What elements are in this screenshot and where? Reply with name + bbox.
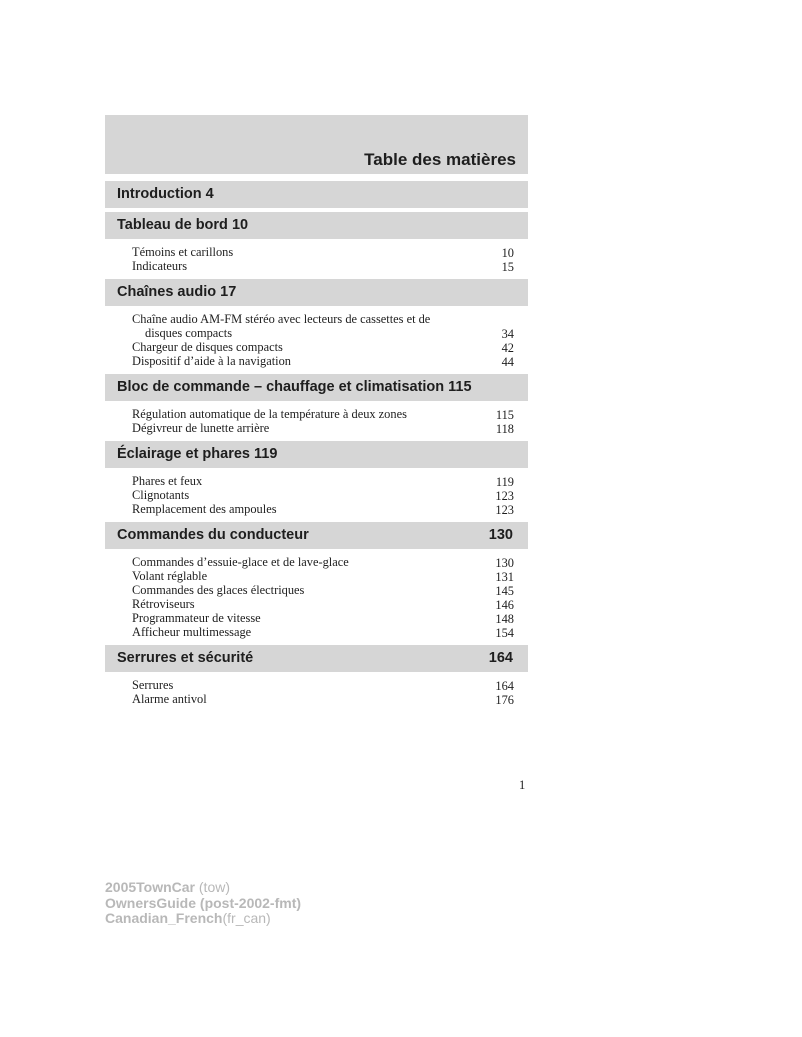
footer-line-2 bbox=[105, 896, 301, 912]
entry-title bbox=[132, 422, 492, 436]
section-title: Tableau de bord 10 bbox=[117, 217, 249, 233]
entry-page: 42 bbox=[501, 340, 514, 355]
toc-entry[interactable] bbox=[105, 503, 528, 517]
entry-page: 118 bbox=[495, 421, 514, 436]
entry-title bbox=[132, 679, 492, 693]
toc-entry[interactable] bbox=[105, 246, 528, 260]
section-heading[interactable] bbox=[105, 279, 528, 306]
section-heading[interactable] bbox=[105, 374, 528, 401]
section-title: Éclairage et phares 119 bbox=[117, 446, 278, 462]
entry-title-text: Commandes des glaces électriques bbox=[132, 583, 305, 597]
entry-title-text: Rétroviseurs bbox=[132, 597, 195, 611]
table-of-contents bbox=[105, 181, 528, 712]
toc-entry[interactable] bbox=[105, 260, 528, 274]
entry-title-text: Dispositif d’aide à la navigation bbox=[132, 354, 291, 368]
section-heading[interactable] bbox=[105, 441, 528, 468]
entry-title bbox=[132, 503, 492, 517]
section-title: Commandes du conducteur bbox=[117, 527, 309, 543]
entry-title bbox=[132, 313, 492, 340]
footer-guide: OwnersGuide (post-2002-fmt) bbox=[105, 894, 302, 911]
entry-title-text: Témoins et carillons bbox=[132, 245, 234, 259]
toc-entry[interactable] bbox=[105, 584, 528, 598]
entry-page: 10 bbox=[501, 245, 514, 260]
section-heading[interactable] bbox=[105, 522, 528, 549]
toc-entry[interactable] bbox=[105, 422, 528, 436]
entry-page: 154 bbox=[495, 625, 514, 640]
entry-title bbox=[132, 612, 492, 626]
section-heading[interactable] bbox=[105, 181, 528, 208]
entry-title-text: Régulation automatique de la température à deux zones bbox=[132, 407, 407, 421]
entry-page: 130 bbox=[495, 555, 514, 570]
entry-title-text: Programmateur de vitesse bbox=[132, 611, 261, 625]
toc-entry[interactable] bbox=[105, 570, 528, 584]
toc-entry[interactable] bbox=[105, 408, 528, 422]
section-entries bbox=[105, 556, 528, 640]
entry-page: 176 bbox=[495, 692, 514, 707]
entry-page: 146 bbox=[495, 597, 514, 612]
footer-language: Canadian_French bbox=[105, 910, 223, 926]
entry-page: 15 bbox=[501, 259, 514, 274]
entry-title-text: Afficheur multimessage bbox=[132, 625, 252, 639]
entry-title-text: Clignotants bbox=[132, 488, 190, 502]
entry-page: 123 bbox=[495, 488, 514, 503]
toc-entry[interactable] bbox=[105, 355, 528, 369]
toc-entry[interactable] bbox=[105, 679, 528, 693]
entry-page: 145 bbox=[495, 583, 514, 598]
footer-line-1 bbox=[105, 880, 301, 896]
entry-page: 123 bbox=[495, 502, 514, 517]
entry-page: 131 bbox=[495, 569, 514, 584]
section-entries bbox=[105, 475, 528, 517]
toc-entry[interactable] bbox=[105, 693, 528, 707]
section-page: 164 bbox=[488, 650, 513, 666]
entry-title-text: Dégivreur de lunette arrière bbox=[132, 421, 270, 435]
toc-entry[interactable] bbox=[105, 341, 528, 355]
entry-title-text: Chaîne audio AM-FM stéréo avec lecteurs de cassettes et de bbox=[132, 312, 431, 326]
entry-page: 119 bbox=[495, 474, 514, 489]
section-entries bbox=[105, 679, 528, 707]
entry-title bbox=[132, 260, 492, 274]
section-title: Introduction 4 bbox=[117, 186, 214, 202]
section-title: Serrures et sécurité bbox=[117, 650, 254, 666]
entry-title bbox=[132, 693, 492, 707]
entry-title-text: Alarme antivol bbox=[132, 692, 207, 706]
section-page: 130 bbox=[488, 527, 513, 543]
entry-title-text: Chargeur de disques compacts bbox=[132, 340, 283, 354]
entry-title-text: Remplacement des ampoules bbox=[132, 502, 277, 516]
toc-entry[interactable] bbox=[105, 612, 528, 626]
entry-title bbox=[132, 598, 492, 612]
entry-title bbox=[132, 489, 492, 503]
toc-entry[interactable] bbox=[105, 598, 528, 612]
section-entries bbox=[105, 313, 528, 369]
footer-model-code: (tow) bbox=[195, 879, 230, 895]
entry-title-text: Volant réglable bbox=[132, 569, 208, 583]
page-number: 1 bbox=[519, 778, 526, 792]
entry-page: 148 bbox=[495, 611, 514, 626]
section-heading[interactable] bbox=[105, 645, 528, 672]
entry-page: 164 bbox=[495, 678, 514, 693]
entry-title bbox=[132, 584, 492, 598]
toc-entry[interactable] bbox=[105, 556, 528, 570]
page-title: Table des matières bbox=[364, 150, 516, 169]
footer-watermark bbox=[105, 880, 301, 927]
footer-language-code: (fr_can) bbox=[222, 910, 271, 926]
entry-title-continuation: disques compacts bbox=[145, 325, 233, 340]
entry-title bbox=[132, 556, 492, 570]
entry-page: 34 bbox=[501, 326, 514, 341]
entry-title bbox=[132, 408, 492, 422]
entry-title bbox=[132, 246, 492, 260]
title-band bbox=[105, 115, 528, 174]
entry-title bbox=[132, 475, 492, 489]
entry-title bbox=[132, 626, 492, 640]
entry-title-text: Commandes d’essuie-glace et de lave-glace bbox=[132, 555, 349, 569]
footer-line-3 bbox=[105, 911, 301, 927]
toc-entry[interactable] bbox=[105, 313, 528, 341]
entry-title bbox=[132, 341, 492, 355]
entry-title-text: Indicateurs bbox=[132, 259, 188, 273]
toc-entry[interactable] bbox=[105, 475, 528, 489]
section-title: Bloc de commande – chauffage et climatisation 115 bbox=[117, 379, 472, 395]
entry-page: 44 bbox=[501, 354, 514, 369]
footer-model: 2005TownCar bbox=[105, 879, 195, 895]
section-heading[interactable] bbox=[105, 212, 528, 239]
section-entries bbox=[105, 408, 528, 436]
entry-title-text: Phares et feux bbox=[132, 474, 203, 488]
entry-page: 115 bbox=[495, 407, 514, 422]
toc-entry[interactable] bbox=[105, 489, 528, 503]
section-entries bbox=[105, 246, 528, 274]
entry-title bbox=[132, 570, 492, 584]
section-title: Chaînes audio 17 bbox=[117, 284, 237, 300]
toc-entry[interactable] bbox=[105, 626, 528, 640]
entry-title-text: Serrures bbox=[132, 678, 174, 692]
entry-title bbox=[132, 355, 492, 369]
